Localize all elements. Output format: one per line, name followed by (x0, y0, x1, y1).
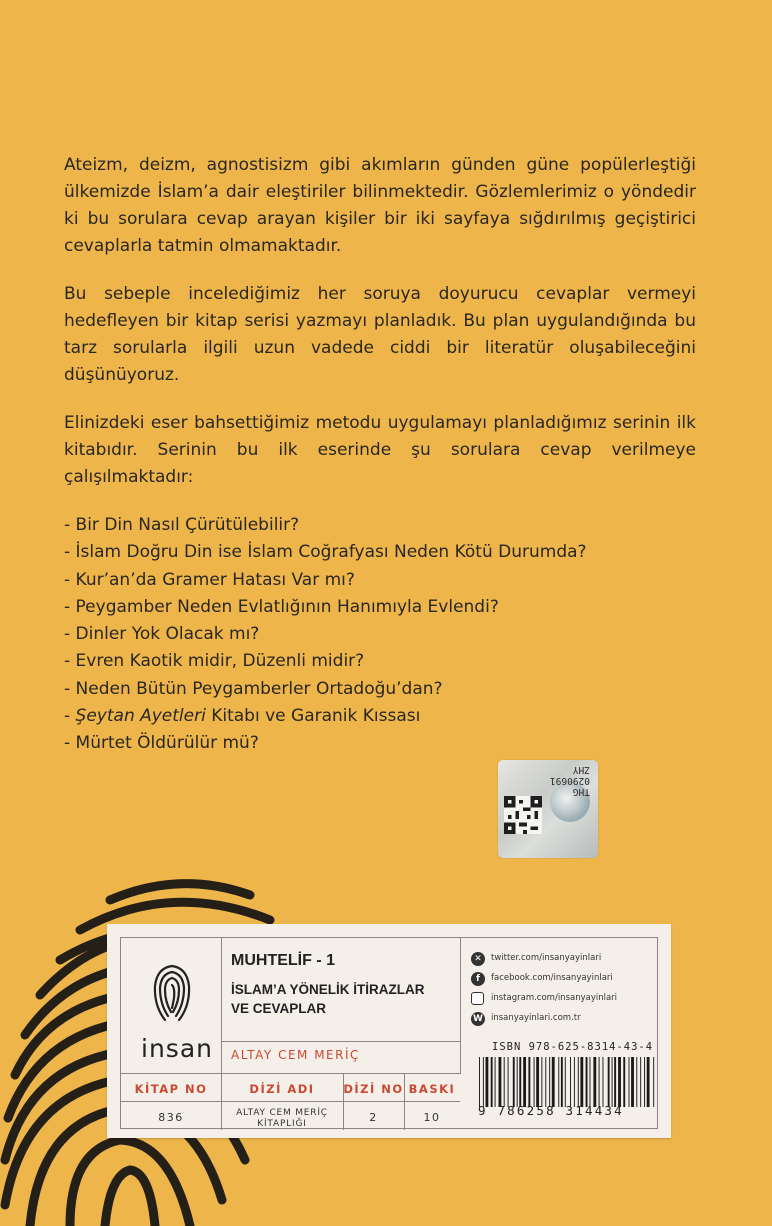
dizi-adi-value: ALTAY CEM MERİÇ KİTAPLIĞI (236, 1108, 328, 1129)
question-item: - Mürtet Öldürülür mü? (64, 733, 259, 754)
kitap-no-value: 836 (158, 1111, 184, 1124)
header-dizi-no: DİZİ NO (343, 1082, 404, 1096)
social-row-facebook (471, 970, 656, 990)
barcode-bar (640, 1057, 641, 1107)
barcode-bar (545, 1057, 546, 1107)
barcode-bar (614, 1057, 616, 1107)
barcode-bar (580, 1057, 583, 1107)
question-item: - Dinler Yok Olacak mı? (64, 624, 260, 645)
hologram-code: THG 0290691 ZHY (549, 764, 590, 797)
baski-value: 10 (423, 1111, 441, 1124)
barcode-bar (590, 1057, 591, 1107)
question-item: - Neden Bütün Peygamberler Ortadoğu’dan? (64, 678, 443, 699)
question-item: - Peygamber Neden Evlatlığının Hanımıyla Evlendi? (64, 596, 499, 617)
author-cell (221, 1041, 461, 1074)
barcode-bar (570, 1057, 571, 1107)
library-sticker (107, 924, 671, 1138)
question-italic-title: Şeytan Ayetleri (75, 706, 206, 727)
x-twitter-icon: ✕ (471, 952, 485, 966)
barcode-bar (541, 1057, 542, 1107)
isbn-label: ISBN 978-625-8314-43-4 (492, 1041, 654, 1053)
barcode-bar (644, 1057, 645, 1107)
social-row-instagram (471, 990, 656, 1010)
blurb-text (64, 152, 696, 758)
facebook-icon: f (471, 972, 485, 986)
social-links (471, 950, 656, 1030)
barcode-bar (552, 1057, 555, 1107)
barcode-bar (495, 1057, 496, 1107)
book-title: İSLAM’A YÖNELİK İTİRAZLAR VE CEVAPLAR (231, 982, 425, 1016)
header-kitap-no: KİTAP NO (134, 1082, 208, 1096)
barcode-bar (593, 1057, 596, 1107)
barcode-bar (612, 1057, 613, 1107)
dizi-no-value: 2 (369, 1111, 378, 1124)
barcode-bar (647, 1057, 650, 1107)
barcode-bar (623, 1057, 625, 1107)
barcode-bar (528, 1057, 530, 1107)
barcode-bar (499, 1057, 502, 1107)
barcode-bar (558, 1057, 559, 1107)
barcode-bar (636, 1057, 637, 1107)
barcode-bar (561, 1057, 563, 1107)
barcode-bar (479, 1057, 480, 1107)
social-row-twitter (471, 950, 656, 970)
question-item: - İslam Doğru Din ise İslam Coğrafyası Neden Kötü Durumda? (64, 542, 587, 563)
barcode-bar (486, 1057, 489, 1107)
series-name: MUHTELİF - 1 (231, 952, 335, 969)
header-baski: BASKI (408, 1082, 456, 1096)
barcode-bar (565, 1057, 566, 1107)
blurb-paragraph: Elinizdeki eser bahsettiğimiz metodu uygulamayı planladığımız serinin ilk kitabıdır. Serinin bu ilk eserinde şu sorulara cevap verilmeye çalışılmaktadır: (64, 413, 696, 487)
question-rest: Kitabı ve Garanik Kıssası (205, 706, 421, 727)
fingerprint-logo-icon (151, 962, 193, 1022)
barcode-bar (631, 1057, 634, 1107)
question-prefix: - (64, 706, 76, 727)
barcode-bar (549, 1057, 550, 1107)
barcode-bar (629, 1057, 630, 1107)
web-icon: W (471, 1012, 485, 1026)
barcode-bar (513, 1057, 515, 1107)
social-row-web (471, 1010, 656, 1030)
title-cell (221, 938, 461, 1042)
blurb-paragraph: Bu sebeple incelediğimiz her soruya doyurucu cevaplar vermeyi hedefleyen bir kitap serisi yazmayı planladık. Bu plan uygulandığında bu tarz sorularla ilgili uzun vadede ciddi bir literatür oluşabileceğini düşünüyoruz. (64, 284, 696, 385)
barcode-bar (574, 1057, 575, 1107)
barcode-bar (504, 1057, 505, 1107)
question-item: - Bir Din Nasıl Çürütülebilir? (64, 515, 300, 535)
barcode-bar (578, 1057, 579, 1107)
barcode-bar (517, 1057, 518, 1107)
question-item (64, 703, 696, 730)
barcode-bar (523, 1057, 526, 1107)
barcode (477, 1057, 657, 1107)
barcode-bar (608, 1057, 610, 1107)
barcode-bar (653, 1057, 654, 1107)
web-link: insanyayinlari.com.tr (491, 1013, 581, 1023)
question-item: - Kur’an’da Gramer Hatası Var mı? (64, 569, 355, 590)
hologram-sticker (498, 760, 598, 858)
question-item: - Evren Kaotik midir, Düzenli midir? (64, 651, 365, 672)
table-divider (121, 1101, 460, 1102)
facebook-link: facebook.com/insanyayinlari (491, 973, 613, 983)
question-list (64, 512, 696, 758)
barcode-bar (483, 1057, 484, 1107)
header-dizi-adi: DİZİ ADI (249, 1082, 315, 1096)
barcode-bar (508, 1057, 509, 1107)
barcode-bar (491, 1057, 493, 1107)
publisher-logo (121, 938, 222, 1073)
barcode-bar (586, 1057, 588, 1107)
publisher-name: insan (141, 1034, 213, 1063)
blurb-paragraph: Ateizm, deizm, agnostisizm gibi akımların günden güne popülerleştiği ülkemizde İslam’a dair eleştiriler bilinmektedir. Gözlemlerimiz o yöndedir ki bu sorulara cevap arayan kişiler bir iki sayfaya sığdırılmış geçiştirici cevaplarla tatmin olmamaktadır. (64, 155, 696, 256)
catalog-table (121, 1073, 460, 1130)
barcode-number: 9 786258 314434 (478, 1103, 624, 1118)
twitter-link: twitter.com/insanyayinlari (491, 953, 602, 963)
sticker-frame (120, 937, 658, 1129)
barcode-bar (519, 1057, 521, 1107)
barcode-bar (603, 1057, 604, 1107)
qr-code (504, 796, 542, 834)
barcode-bar (618, 1057, 621, 1107)
barcode-bar (534, 1057, 535, 1107)
barcode-bar (536, 1057, 539, 1107)
barcode-bar (599, 1057, 600, 1107)
instagram-link: instagram.com/insanyayinlari (491, 993, 618, 1003)
instagram-icon (471, 992, 484, 1005)
author-name: ALTAY CEM MERİÇ (231, 1048, 360, 1062)
